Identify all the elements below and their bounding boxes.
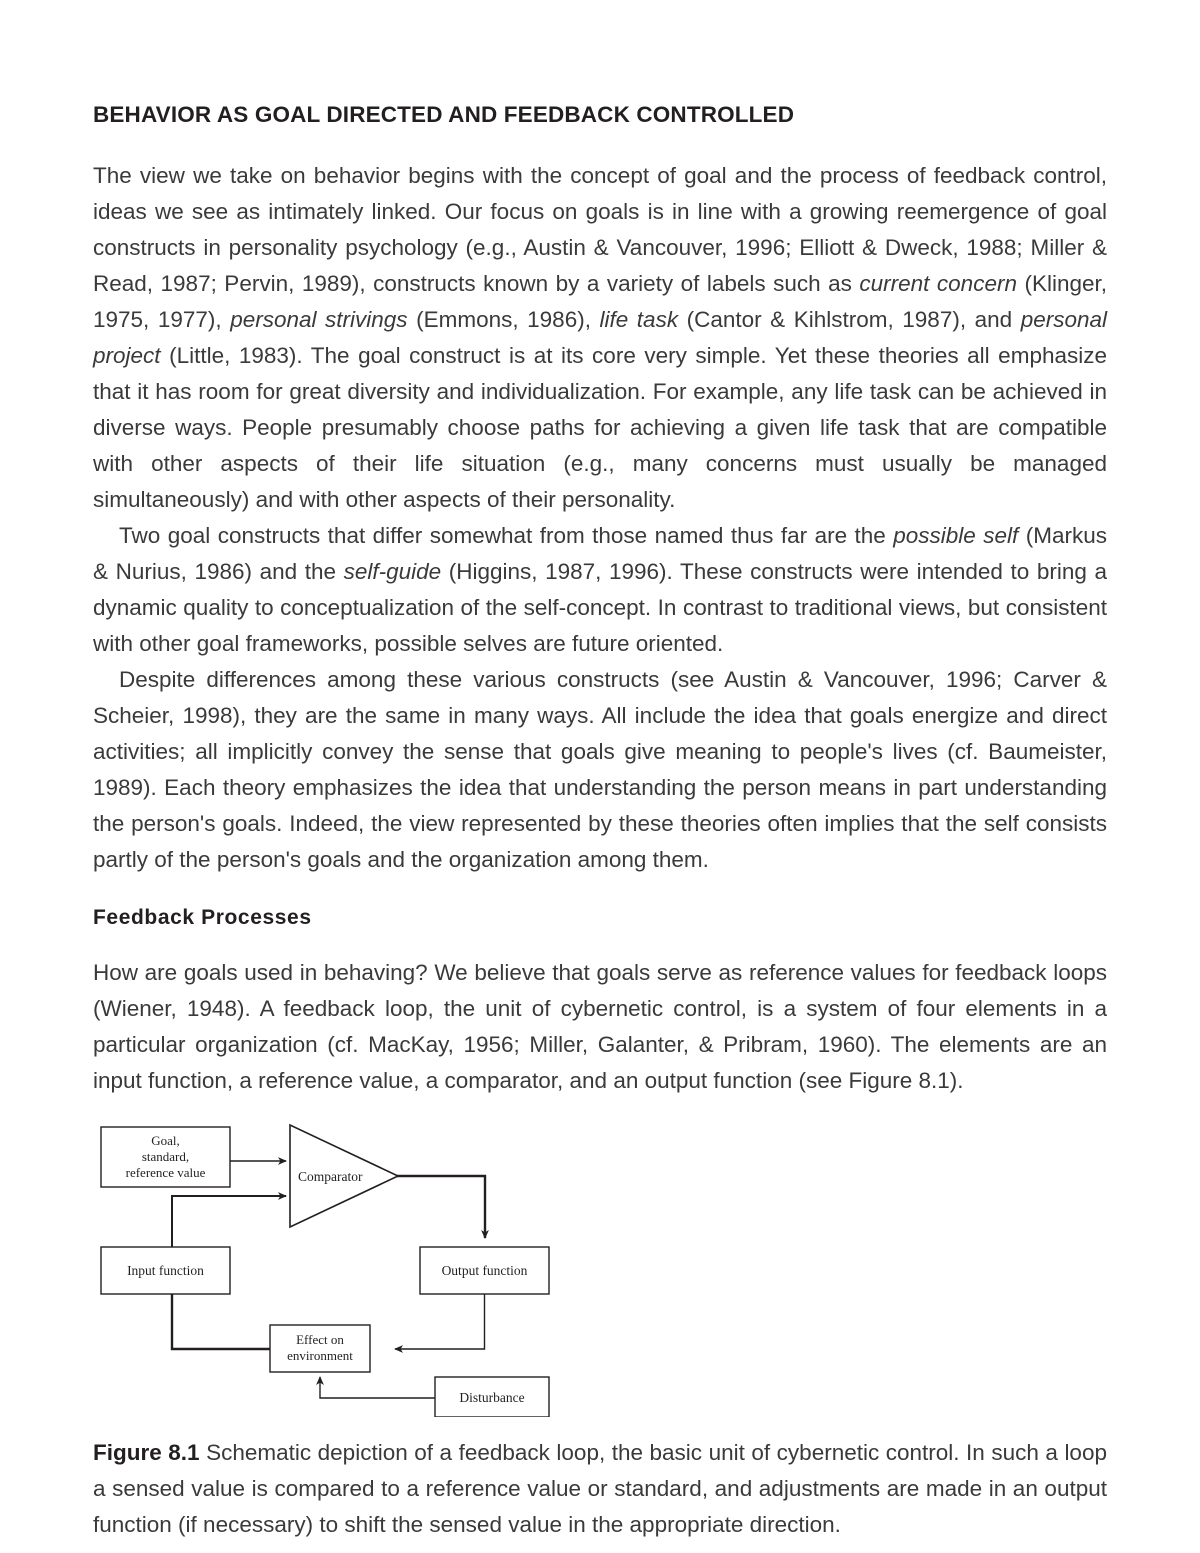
term-personal-project: personal project <box>93 307 1108 368</box>
figure-caption-text: Schematic depiction of a feedback loop, the basic unit of cybernetic control. In such a loop a sensed value is compared to a reference value or standard, and adjustments are made in an output function (if necessary) to shift the sensed value in the appropriate direction. <box>93 1440 1107 1537</box>
paragraph-1 <box>93 158 1107 518</box>
goal-box-label-line3: reference value <box>125 1165 206 1180</box>
paragraph-1-part-d: (Cantor & Kihlstrom, 1987), and <box>678 307 1021 332</box>
comparator-label: Comparator <box>298 1169 363 1184</box>
effect-label-line2: environment <box>287 1348 353 1363</box>
paragraph-2 <box>93 518 1107 662</box>
input-function-label: Input function <box>127 1263 204 1278</box>
section-heading-feedback-processes: Feedback Processes <box>93 906 312 929</box>
arrow-disturbance-to-effect <box>320 1377 435 1398</box>
figure-caption <box>93 1435 1107 1543</box>
effect-label-line1: Effect on <box>296 1332 344 1347</box>
paragraph-1-part-c: (Emmons, 1986), <box>407 307 600 332</box>
term-self-guide: self-guide <box>343 559 442 584</box>
arrow-comparator-to-output <box>397 1176 485 1238</box>
paragraph-2-part-c: (Higgins, 1987, 1996). These constructs were intended to bring a dynamic quality to conceptualization of the self-concept. In contrast to traditional views, but consistent with other goal frameworks, possible selves are future oriented. <box>93 559 1107 656</box>
arrow-effect-to-input <box>172 1294 270 1349</box>
paragraph-1-part-a: The view we take on behavior begins with the concept of goal and the process of feedback control, ideas we see as intimately linked. Our focus on goals is in line with a growing reemergence of goal constructs in personality psychology (e.g., Austin & Vancouver, 1996; Elliott & Dweck, 1988; Miller & Read, 1987; Pervin, 1989), constructs known by a variety of labels such as <box>93 163 1107 296</box>
section-paragraph: How are goals used in behaving? We believe that goals serve as reference values for feedback loops (Wiener, 1948). A feedback loop, the unit of cybernetic control, is a system of four elements in a particular organization (cf. MacKay, 1956; Miller, Galanter, & Pribram, 1960). The elements are an input function, a reference value, a comparator, and an output function (see Figure 8.1). <box>93 960 1107 1093</box>
disturbance-label: Disturbance <box>459 1390 525 1405</box>
term-life-task: life task <box>599 307 679 332</box>
paragraph-2-part-a: Two goal constructs that differ somewhat from those named thus far are the <box>119 523 894 548</box>
paragraph-3: Despite differences among these various constructs (see Austin & Vancouver, 1996; Carver & Scheier, 1998), they are the same in many ways. All include the idea that goals energize and direct activities; all implicitly convey the sense that goals give meaning to people's lives (cf. Baumeister, 1989). Each theory emphasizes the idea that understanding the person means in part understanding the person's goals. Indeed, the view represented by these theories often implies that the self consists partly of the person's goals and the organization among them. <box>93 667 1107 872</box>
goal-box-label-line1: Goal, <box>151 1133 180 1148</box>
figure-label: Figure 8.1 <box>93 1440 200 1465</box>
figure-8-1-diagram <box>93 1117 1107 1417</box>
arrow-output-to-effect <box>395 1294 485 1349</box>
feedback-loop-svg <box>93 1117 583 1417</box>
paragraph-1-part-b: (Klinger, 1975, 1977), <box>93 271 1107 332</box>
term-personal-strivings: personal strivings <box>230 307 408 332</box>
paragraph-2-part-b: (Markus & Nurius, 1986) and the <box>93 523 1107 584</box>
arrow-input-to-comparator <box>172 1196 286 1247</box>
page-title: BEHAVIOR AS GOAL DIRECTED AND FEEDBACK CONTROLLED <box>93 102 795 127</box>
goal-box-label-line2: standard, <box>141 1149 190 1164</box>
output-function-label: Output function <box>441 1263 528 1278</box>
term-possible-self: possible self <box>893 523 1019 548</box>
paragraph-1-part-e: (Little, 1983). The goal construct is at its core very simple. Yet these theories all emphasize that it has room for great diversity and individualization. For example, any life task can be achieved in diverse ways. People presumably choose paths for achieving a given life task that are compatible with other aspects of their life situation (e.g., many concerns must usually be managed simultaneously) and with other aspects of their personality. <box>93 343 1107 512</box>
term-current-concern: current concern <box>859 271 1017 296</box>
